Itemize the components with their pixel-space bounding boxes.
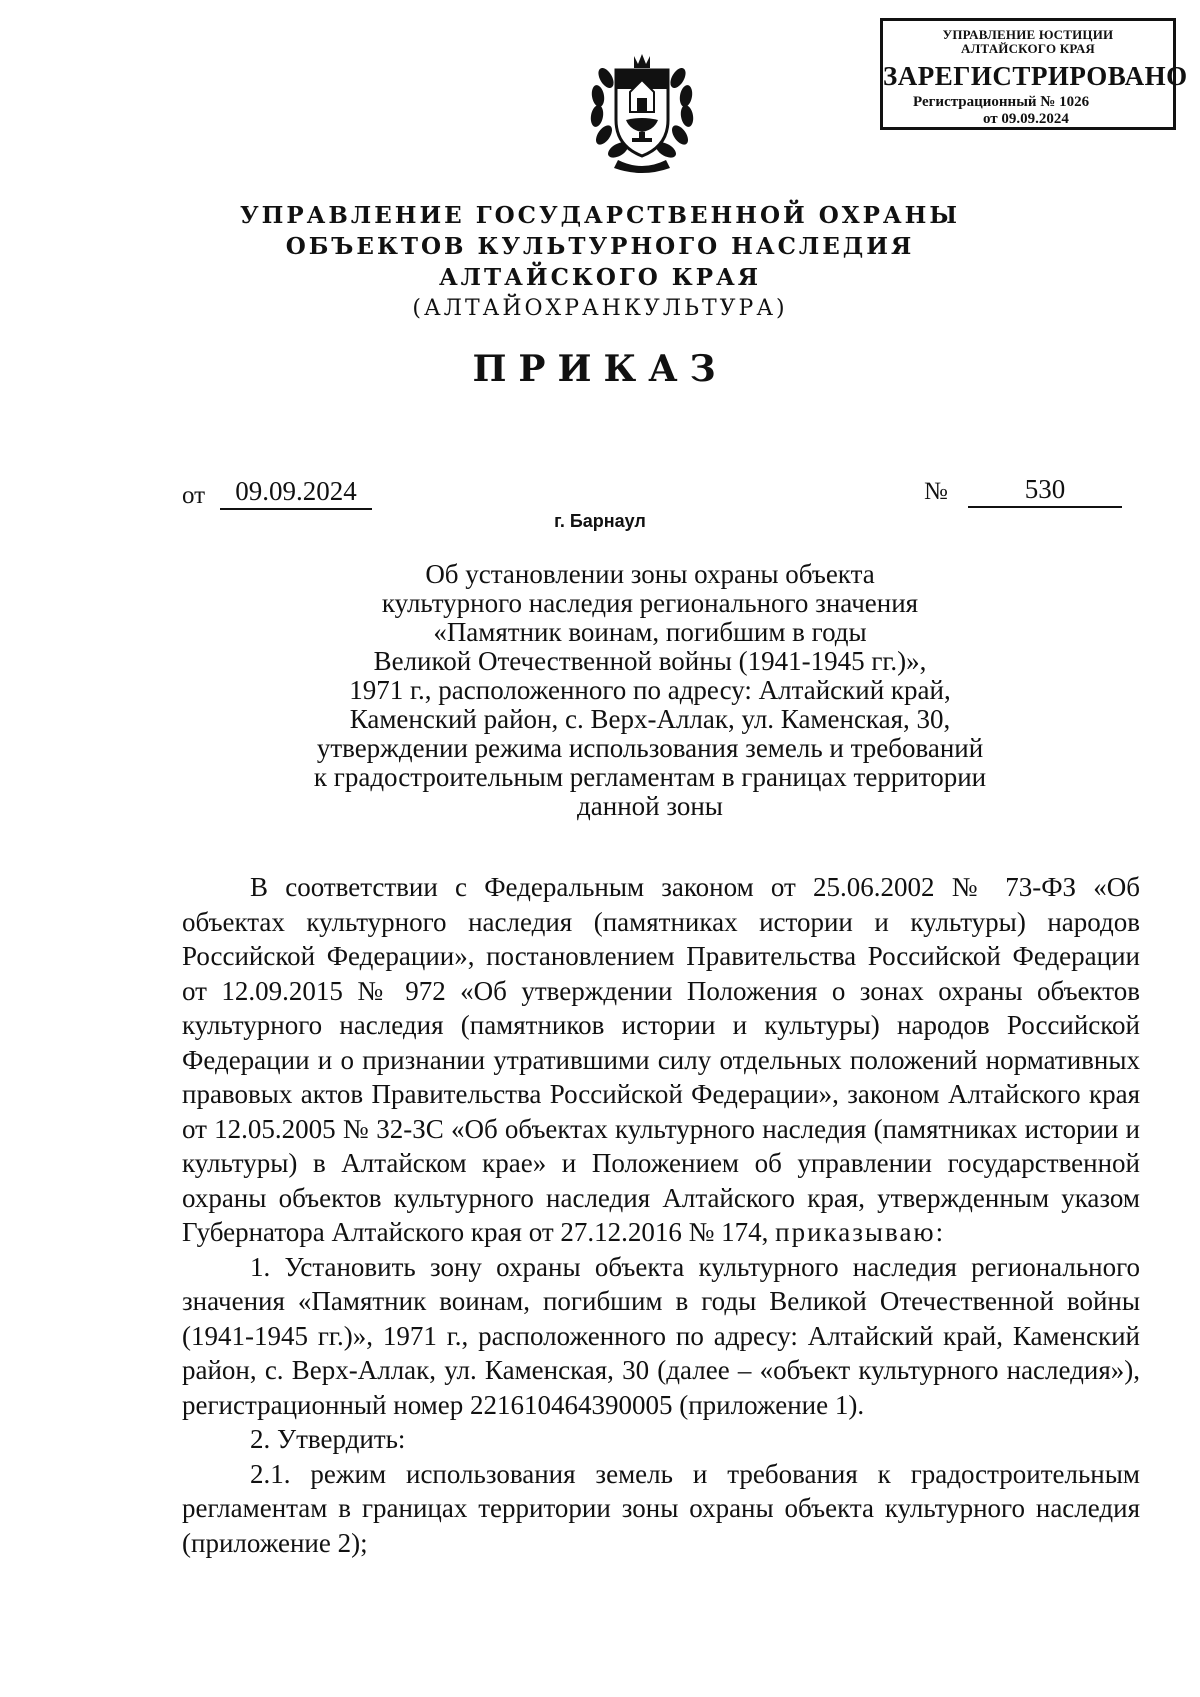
preamble-paragraph: [182, 870, 1140, 1250]
date-label: от: [182, 482, 206, 509]
title-line: Великой Отечественной войны (1941-1945 гг.)»,: [373, 646, 927, 676]
registration-stamp: [880, 18, 1188, 130]
title-line: данной зоны: [577, 791, 723, 821]
document-date: 09.09.2024: [220, 476, 372, 510]
document-body: [182, 870, 1140, 1560]
stamp-authority-line1: УПРАВЛЕНИЕ ЮСТИЦИИ: [942, 27, 1114, 42]
city-name: г. Барнаул: [554, 511, 646, 531]
preamble-text: В соответствии с Федеральным законом от 25.06.2002 № 73-ФЗ «Об объектах культурного наследия (памятниках истории и культуры) народов Российской Федерации», постановлением Правительства Российской Федерации от 12.09.2015 № 972 «Об утверждении Положения о зонах охраны объектов культурного наследия (памятников истории и культуры) народов Российской Федерации и о признании утратившими силу отдельных положений нормативных правовых актов Правительства Российской Федерации», законом Алтайского края от 12.05.2005 № 32-ЗС «Об объектах культурного наследия (памятниках истории и культуры) в Алтайском крае» и Положением об управлении государственной охраны объектов культурного наследия Алтайского края, утвержденным указом Губернатора Алтайского края от 27.12.2016 № 174,: [182, 872, 1140, 1247]
org-name-line1: УПРАВЛЕНИЕ ГОСУДАРСТВЕННОЙ ОХРАНЫ: [240, 202, 960, 229]
number-label: №: [924, 478, 948, 505]
document-number: 530: [968, 474, 1122, 508]
document-subject-title: [250, 560, 1050, 821]
item-2-1-paragraph: 2.1. режим использования земель и требования к градостроительным регламентам в границах территории зоны охраны объекта культурного наследия (приложение 2);: [182, 1458, 1140, 1558]
title-line: к градостроительным регламентам в границах территории: [313, 762, 987, 792]
org-short-name: (АЛТАЙОХРАНКУЛЬТУРА): [412, 296, 788, 321]
order-word: приказываю:: [775, 1217, 946, 1247]
stamp-registered-title: ЗАРЕГИСТРИРОВАНО: [883, 61, 1188, 91]
stamp-registration-number: Регистрационный № 1026: [913, 94, 1090, 110]
title-line: «Памятник воинам, погибшим в годы: [433, 617, 867, 647]
organization-header: [0, 200, 1200, 324]
stamp-authority-line2: АЛТАЙСКОГО КРАЯ: [961, 41, 1095, 56]
item-2-paragraph: 2. Утвердить:: [250, 1424, 406, 1454]
org-name-line3: АЛТАЙСКОГО КРАЯ: [438, 264, 762, 291]
title-line: Каменский район, с. Верх-Аллак, ул. Каменская, 30,: [349, 704, 951, 734]
item-1-paragraph: 1. Установить зону охраны объекта культурного наследия регионального значения «Памятник воинам, погибшим в годы Великой Отечественной войны (1941-1945 гг.)», 1971 г., расположенного по адресу: Алтайский край, Каменский район, с. Верх-Аллак, ул. Каменская, 30 (далее – «объект культурного наследия»), регистрационный номер 221610464390005 (приложение 1).: [182, 1251, 1140, 1420]
org-name-line2: ОБЪЕКТОВ КУЛЬТУРНОГО НАСЛЕДИЯ: [285, 233, 915, 260]
stamp-registration-date: от 09.09.2024: [983, 111, 1069, 127]
title-line: 1971 г., расположенного по адресу: Алтайский край,: [349, 675, 951, 705]
altai-krai-coat-of-arms-icon: [584, 48, 700, 174]
title-line: культурного наследия регионального значения: [381, 588, 919, 618]
document-type-title: ПРИКАЗ: [472, 348, 728, 390]
title-line: утверждении режима использования земель и требований: [316, 733, 984, 763]
title-line: Об установлении зоны охраны объекта: [425, 559, 875, 589]
